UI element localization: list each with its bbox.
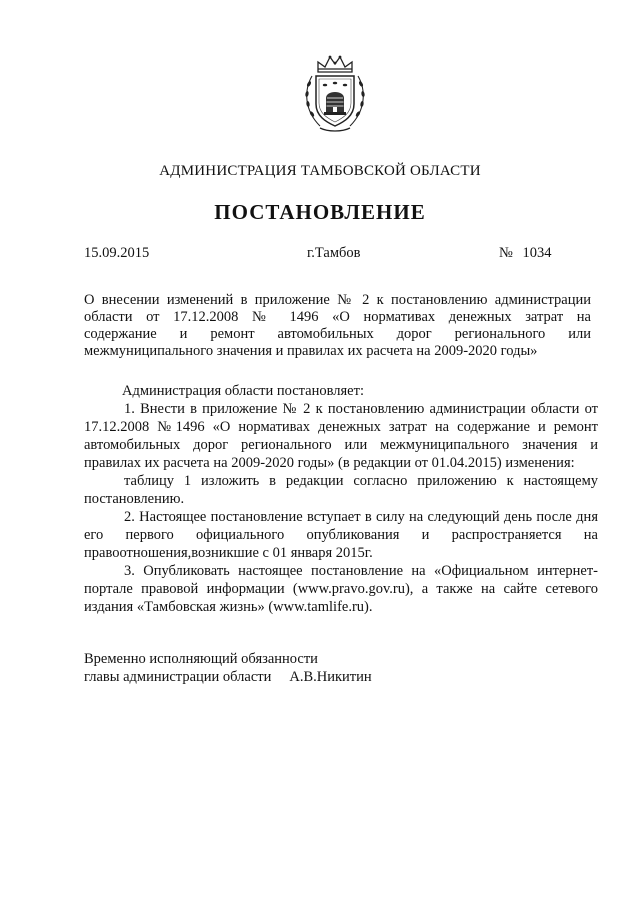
subject-line: содержание и ремонт автомобильных дорог регионального или bbox=[84, 326, 591, 342]
item-1-paragraph: 1. Внести в приложение № 2 к постановлению администрации области от 17.12.2008 №1496 «О нормативах денежных затрат на содержание и ремонт автомобильных дорог регионального или межмуниципального значения и правилах их расчета на 2009-2020 годы» (в редакции от 01.04.2015) изменения: bbox=[84, 401, 598, 471]
preamble-paragraph: Администрация области постановляет: bbox=[122, 383, 364, 399]
document-date: 15.09.2015 bbox=[84, 245, 150, 261]
subject-line: межмуниципального значения и правилах их расчета на 2009-2020 годы» bbox=[84, 343, 538, 359]
organization-title: АДМИНИСТРАЦИЯ ТАМБОВСКОЙ ОБЛАСТИ bbox=[159, 163, 481, 179]
signature-position-line-1: Временно исполняющий обязанности bbox=[84, 651, 318, 667]
signature-block bbox=[84, 650, 372, 686]
signatory-name: А.В.Никитин bbox=[289, 669, 372, 685]
subject-line: области от 17.12.2008 № 1496 «О нормативах денежных затрат на bbox=[84, 309, 591, 325]
document-number: № 1034 bbox=[499, 245, 552, 261]
document-city: г.Тамбов bbox=[307, 245, 361, 261]
item-3-paragraph: 3. Опубликовать настоящее постановление на «Официальном интернет-портале правовой информации (www.pravo.gov.ru), а также на сайте сетевого издания «Тамбовская жизнь» (www.tamlife.ru). bbox=[84, 563, 598, 615]
item-2-paragraph: 2. Настоящее постановление вступает в силу на следующий день после дня его первого официального опубликования и распространяется на правоотношения,возникшие с 01 января 2015г. bbox=[84, 509, 598, 561]
signature-position-text: главы администрации области bbox=[84, 669, 272, 685]
signature-position-line-2 bbox=[84, 668, 372, 686]
item-1-subparagraph: таблицу 1 изложить в редакции согласно приложению к настоящему постановлению. bbox=[84, 473, 598, 507]
document-subject bbox=[84, 292, 591, 360]
document-body bbox=[84, 382, 598, 616]
subject-line: О внесении изменений в приложение № 2 к постановлению администрации bbox=[84, 292, 591, 308]
coat-of-arms-icon bbox=[300, 52, 370, 136]
document-type-title: ПОСТАНОВЛЕНИЕ bbox=[214, 200, 426, 224]
